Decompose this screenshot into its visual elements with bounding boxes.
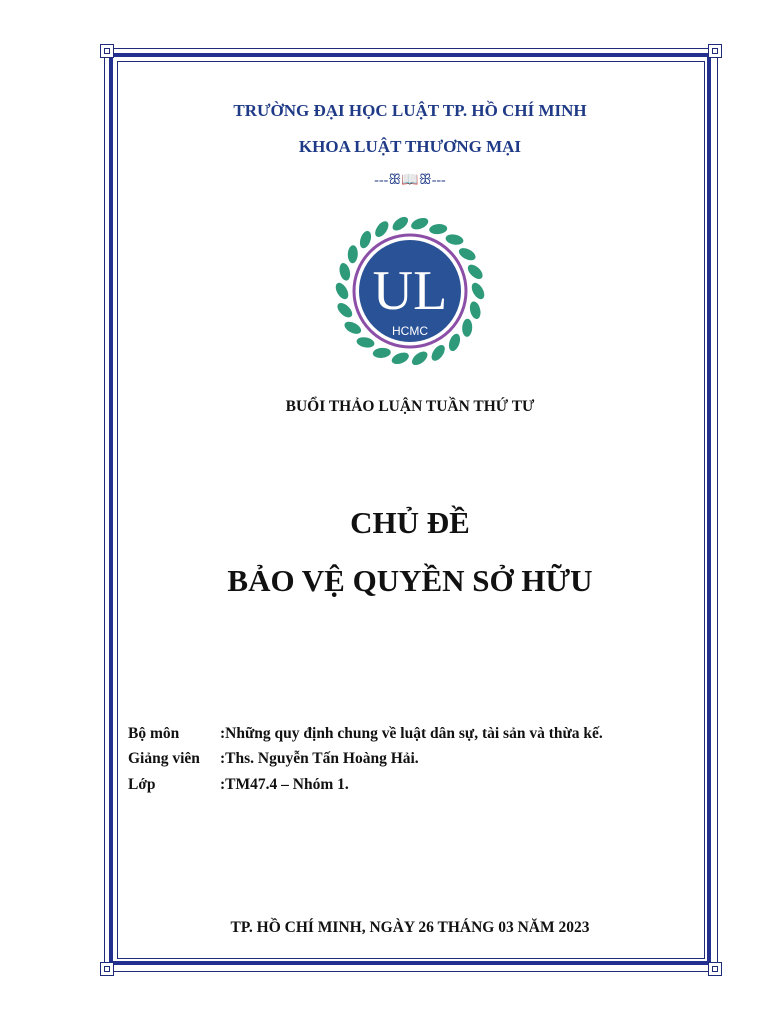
laurel-leaf: [445, 233, 465, 246]
laurel-leaf: [347, 245, 358, 263]
book-ornament: ---ꕥ📖ꕥ---: [374, 173, 446, 188]
topic-title: BẢO VỆ QUYỀN SỞ HỮU: [227, 563, 593, 598]
info-value: :Ths. Nguyễn Tấn Hoàng Hải.: [220, 750, 419, 767]
laurel-leaf: [429, 343, 448, 363]
university-logo: [328, 215, 492, 365]
info-label: Lớp: [128, 776, 156, 793]
info-value: :Những quy định chung về luật dân sự, tài sản và thừa kế.: [220, 725, 603, 742]
border-corner-top-left: [100, 44, 114, 58]
laurel-leaf: [447, 332, 462, 352]
laurel-leaf: [356, 336, 376, 349]
info-row-subject: [128, 725, 603, 743]
session-title: BUỔI THẢO LUẬN TUẦN THỨ TƯ: [285, 398, 535, 415]
laurel-leaf: [343, 319, 364, 336]
laurel-leaf: [429, 223, 448, 235]
logo-city: HCMC: [392, 324, 428, 338]
laurel-leaf: [390, 215, 410, 233]
laurel-leaf: [335, 300, 355, 320]
laurel-leaf: [338, 262, 352, 282]
laurel-leaf: [372, 347, 391, 359]
laurel-leaf: [409, 216, 429, 232]
laurel-leaf: [358, 229, 373, 249]
border-corner-bottom-right: [708, 962, 722, 976]
border-corner-bottom-left: [100, 962, 114, 976]
university-name: TRƯỜNG ĐẠI HỌC LUẬT TP. HỒ CHÍ MINH: [233, 101, 587, 120]
laurel-leaf: [333, 281, 351, 302]
date-place-footer: TP. HỒ CHÍ MINH, NGÀY 26 THÁNG 03 NĂM 2023: [230, 919, 590, 936]
laurel-leaf: [468, 300, 482, 320]
laurel-leaf: [462, 319, 473, 337]
info-row-lecturer: [128, 750, 419, 768]
laurel-leaf: [373, 219, 392, 239]
laurel-leaf: [390, 350, 410, 365]
border-corner-top-right: [708, 44, 722, 58]
laurel-leaf: [457, 246, 478, 263]
info-label: Bộ môn: [128, 725, 180, 742]
info-label: Giảng viên: [128, 750, 200, 767]
info-value: :TM47.4 – Nhóm 1.: [220, 776, 349, 793]
info-row-class: [128, 776, 349, 794]
laurel-leaf: [469, 281, 487, 302]
laurel-leaf: [410, 349, 430, 365]
topic-label: CHỦ ĐỀ: [350, 505, 470, 540]
logo-letters: UL: [372, 260, 448, 322]
faculty-name: KHOA LUẬT THƯƠNG MẠI: [298, 137, 522, 156]
laurel-leaf: [465, 262, 485, 282]
